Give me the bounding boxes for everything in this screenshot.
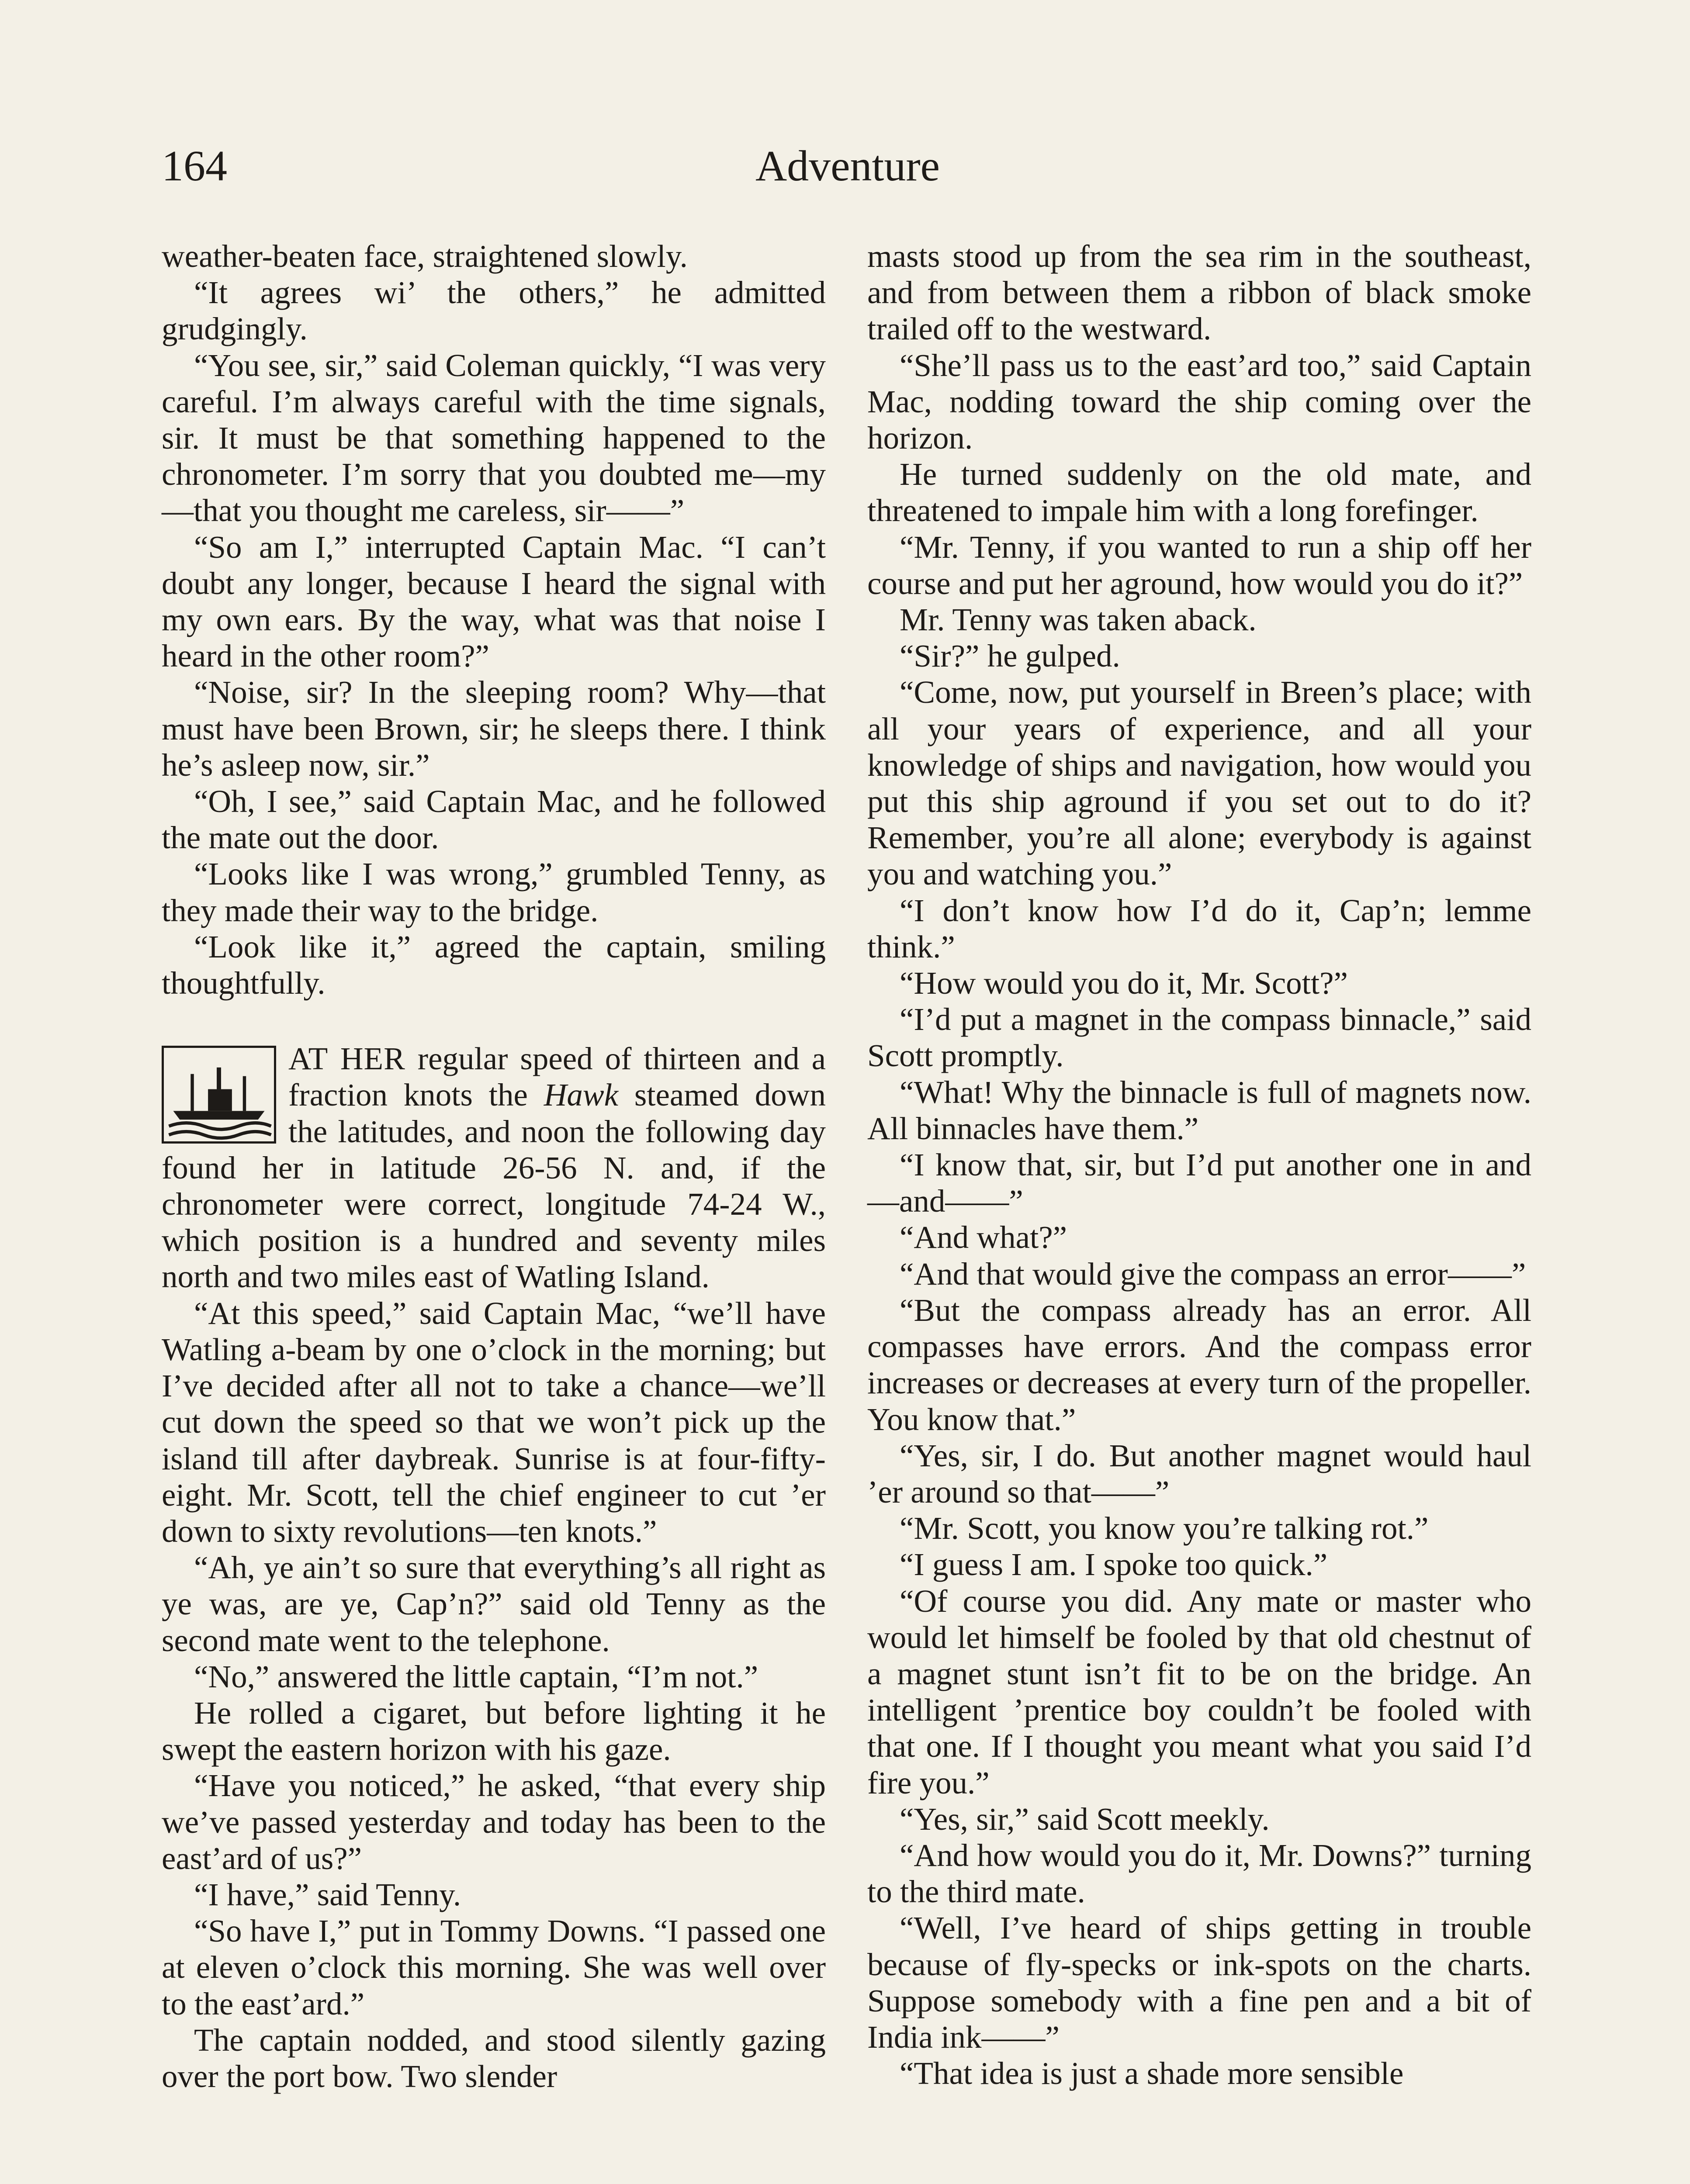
paragraph: “I’d put a magnet in the compass binnacle,” said Scott promptly.	[867, 1002, 1531, 1074]
paragraph: “Mr. Scott, you know you’re talking rot.”	[900, 1510, 1429, 1546]
paragraph-text: regular speed of thirteen and a fraction knots the	[288, 1041, 826, 1113]
page-number: 164	[162, 142, 227, 190]
paragraph: He rolled a cigaret, but before lighting it he swept the eastern horizon with his gaze.	[162, 1695, 826, 1767]
paragraph: “I know that, sir, but I’d put another one in and—and——”	[867, 1147, 1531, 1219]
paragraph: “But the compass already has an error. All compasses have errors. And the compass error increases or decreases at every turn of the propeller. You know that.”	[867, 1292, 1531, 1437]
paragraph: “Have you noticed,” he asked, “that every ship we’ve passed yesterday and today has been to the east’ard of us?”	[162, 1768, 826, 1876]
paragraph: “You see, sir,” said Coleman quickly, “I was very careful. I’m always careful with the time signals, sir. It must be that something happened to the chronometer. I’m sorry that you doubted me—my—that you thought me careless, sir——”	[162, 347, 826, 529]
paragraph: “So am I,” interrupted Captain Mac. “I can’t doubt any longer, because I heard the signal with my own ears. By the way, what was that noise I heard in the other room?”	[162, 529, 826, 674]
paragraph: “Oh, I see,” said Captain Mac, and he followed the mate out the door.	[162, 784, 826, 856]
ship-vignette-icon	[162, 1046, 276, 1144]
paragraph: “Well, I’ve heard of ships getting in trouble because of fly-specks or ink-spots on the charts. Suppose somebody with a fine pen and a bit of India ink——”	[867, 1910, 1531, 2055]
ship-name: Hawk	[544, 1077, 619, 1113]
paragraph: masts stood up from the sea rim in the southeast, and from between them a ribbon of black smoke trailed off to the westward.	[867, 238, 1531, 347]
paragraph: “Looks like I was wrong,” grumbled Tenny, as they made their way to the bridge.	[162, 856, 826, 928]
paragraph: “Look like it,” agreed the captain, smiling thoughtfully.	[162, 929, 826, 1001]
paragraph: “That idea is just a shade more sensible	[900, 2056, 1404, 2091]
paragraph: “No,” answered the little captain, “I’m not.”	[194, 1659, 758, 1694]
paragraph: “I guess I am. I spoke too quick.”	[900, 1547, 1328, 1583]
paragraph: “What! Why the binnacle is full of magnets now. All binnacles have them.”	[867, 1074, 1531, 1146]
paragraph: “It agrees wi’ the others,” he admitted grudgingly.	[162, 275, 826, 347]
paragraph: “Noise, sir? In the sleeping room? Why—that must have been Brown, sir; he sleeps there. I think he’s asleep now, sir.”	[162, 674, 826, 783]
paragraph: “I have,” said Tenny.	[194, 1876, 461, 1912]
paragraph: “Ah, ye ain’t so sure that everything’s all right as ye was, are ye, Cap’n?” said old Tenny as the second mate went to the telephone.	[162, 1550, 826, 1658]
paragraph: weather-beaten face, straightened slowly.	[162, 238, 688, 274]
paragraph: The captain nodded, and stood silently gazing over the port bow. Two slender	[162, 2022, 826, 2094]
paragraph: “Of course you did. Any mate or master who would let himself be fooled by that old chestnut of a magnet stunt isn’t fit to be on the bridge. An intelligent ’prentice boy couldn’t be fooled with that one. If I thought you meant what you said I’d fire you.”	[867, 1583, 1531, 1800]
paragraph: Mr. Tenny was taken aback.	[900, 602, 1257, 638]
paragraph: “How would you do it, Mr. Scott?”	[900, 965, 1348, 1001]
paragraph: “And what?”	[900, 1220, 1067, 1255]
paragraph: “At this speed,” said Captain Mac, “we’ll have Watling a-beam by one o’clock in the morning; but I’ve decided after all not to take a chance—we’ll cut down the speed so that we won’t pick up the island till after daybreak. Sunrise is at four-fifty-eight. Mr. Scott, tell the chief engineer to cut ’er down to sixty revolutions—ten knots.”	[162, 1295, 826, 1549]
section-lead: AT HER	[288, 1041, 405, 1077]
right-text-column	[867, 238, 1531, 2091]
paragraph: “She’ll pass us to the east’ard too,” said Captain Mac, nodding toward the ship coming over the horizon.	[867, 347, 1531, 456]
paragraph: He turned suddenly on the old mate, and threatened to impale him with a long forefinger.	[867, 456, 1531, 529]
running-title: Adventure	[755, 142, 940, 190]
paragraph: “I don’t know how I’d do it, Cap’n; lemme think.”	[867, 892, 1531, 964]
left-text-column	[162, 238, 826, 2094]
paragraph	[162, 1040, 826, 1295]
paragraph: “Yes, sir, I do. But another magnet would haul ’er around so that——”	[867, 1438, 1531, 1510]
paragraph: “And how would you do it, Mr. Downs?” turning to the third mate.	[867, 1837, 1531, 1910]
paragraph: “So have I,” put in Tommy Downs. “I passed one at eleven o’clock this morning. She was well over to the east’ard.”	[162, 1913, 826, 2022]
paragraph: “Mr. Tenny, if you wanted to run a ship off her course and put her aground, how would you do it?”	[867, 529, 1531, 601]
page-header	[162, 144, 1534, 201]
paragraph-text: steamed down the latitudes, and noon the following day found her in latitude 26-56 N. and, if the chronometer were correct, longitude 74-24 W., which position is a hundred and seventy miles north and two miles east of Watling Island.	[162, 1077, 826, 1295]
paragraph: “Sir?” he gulped.	[900, 638, 1120, 674]
paragraph: “Yes, sir,” said Scott meekly.	[900, 1801, 1270, 1837]
paragraph: “And that would give the compass an error——”	[900, 1256, 1526, 1292]
paragraph: “Come, now, put yourself in Breen’s place; with all your years of experience, and all your knowledge of ships and navigation, how would you put this ship aground if you set out to do it? Remember, you’re all alone; everybody is against you and watching you.”	[867, 674, 1531, 892]
